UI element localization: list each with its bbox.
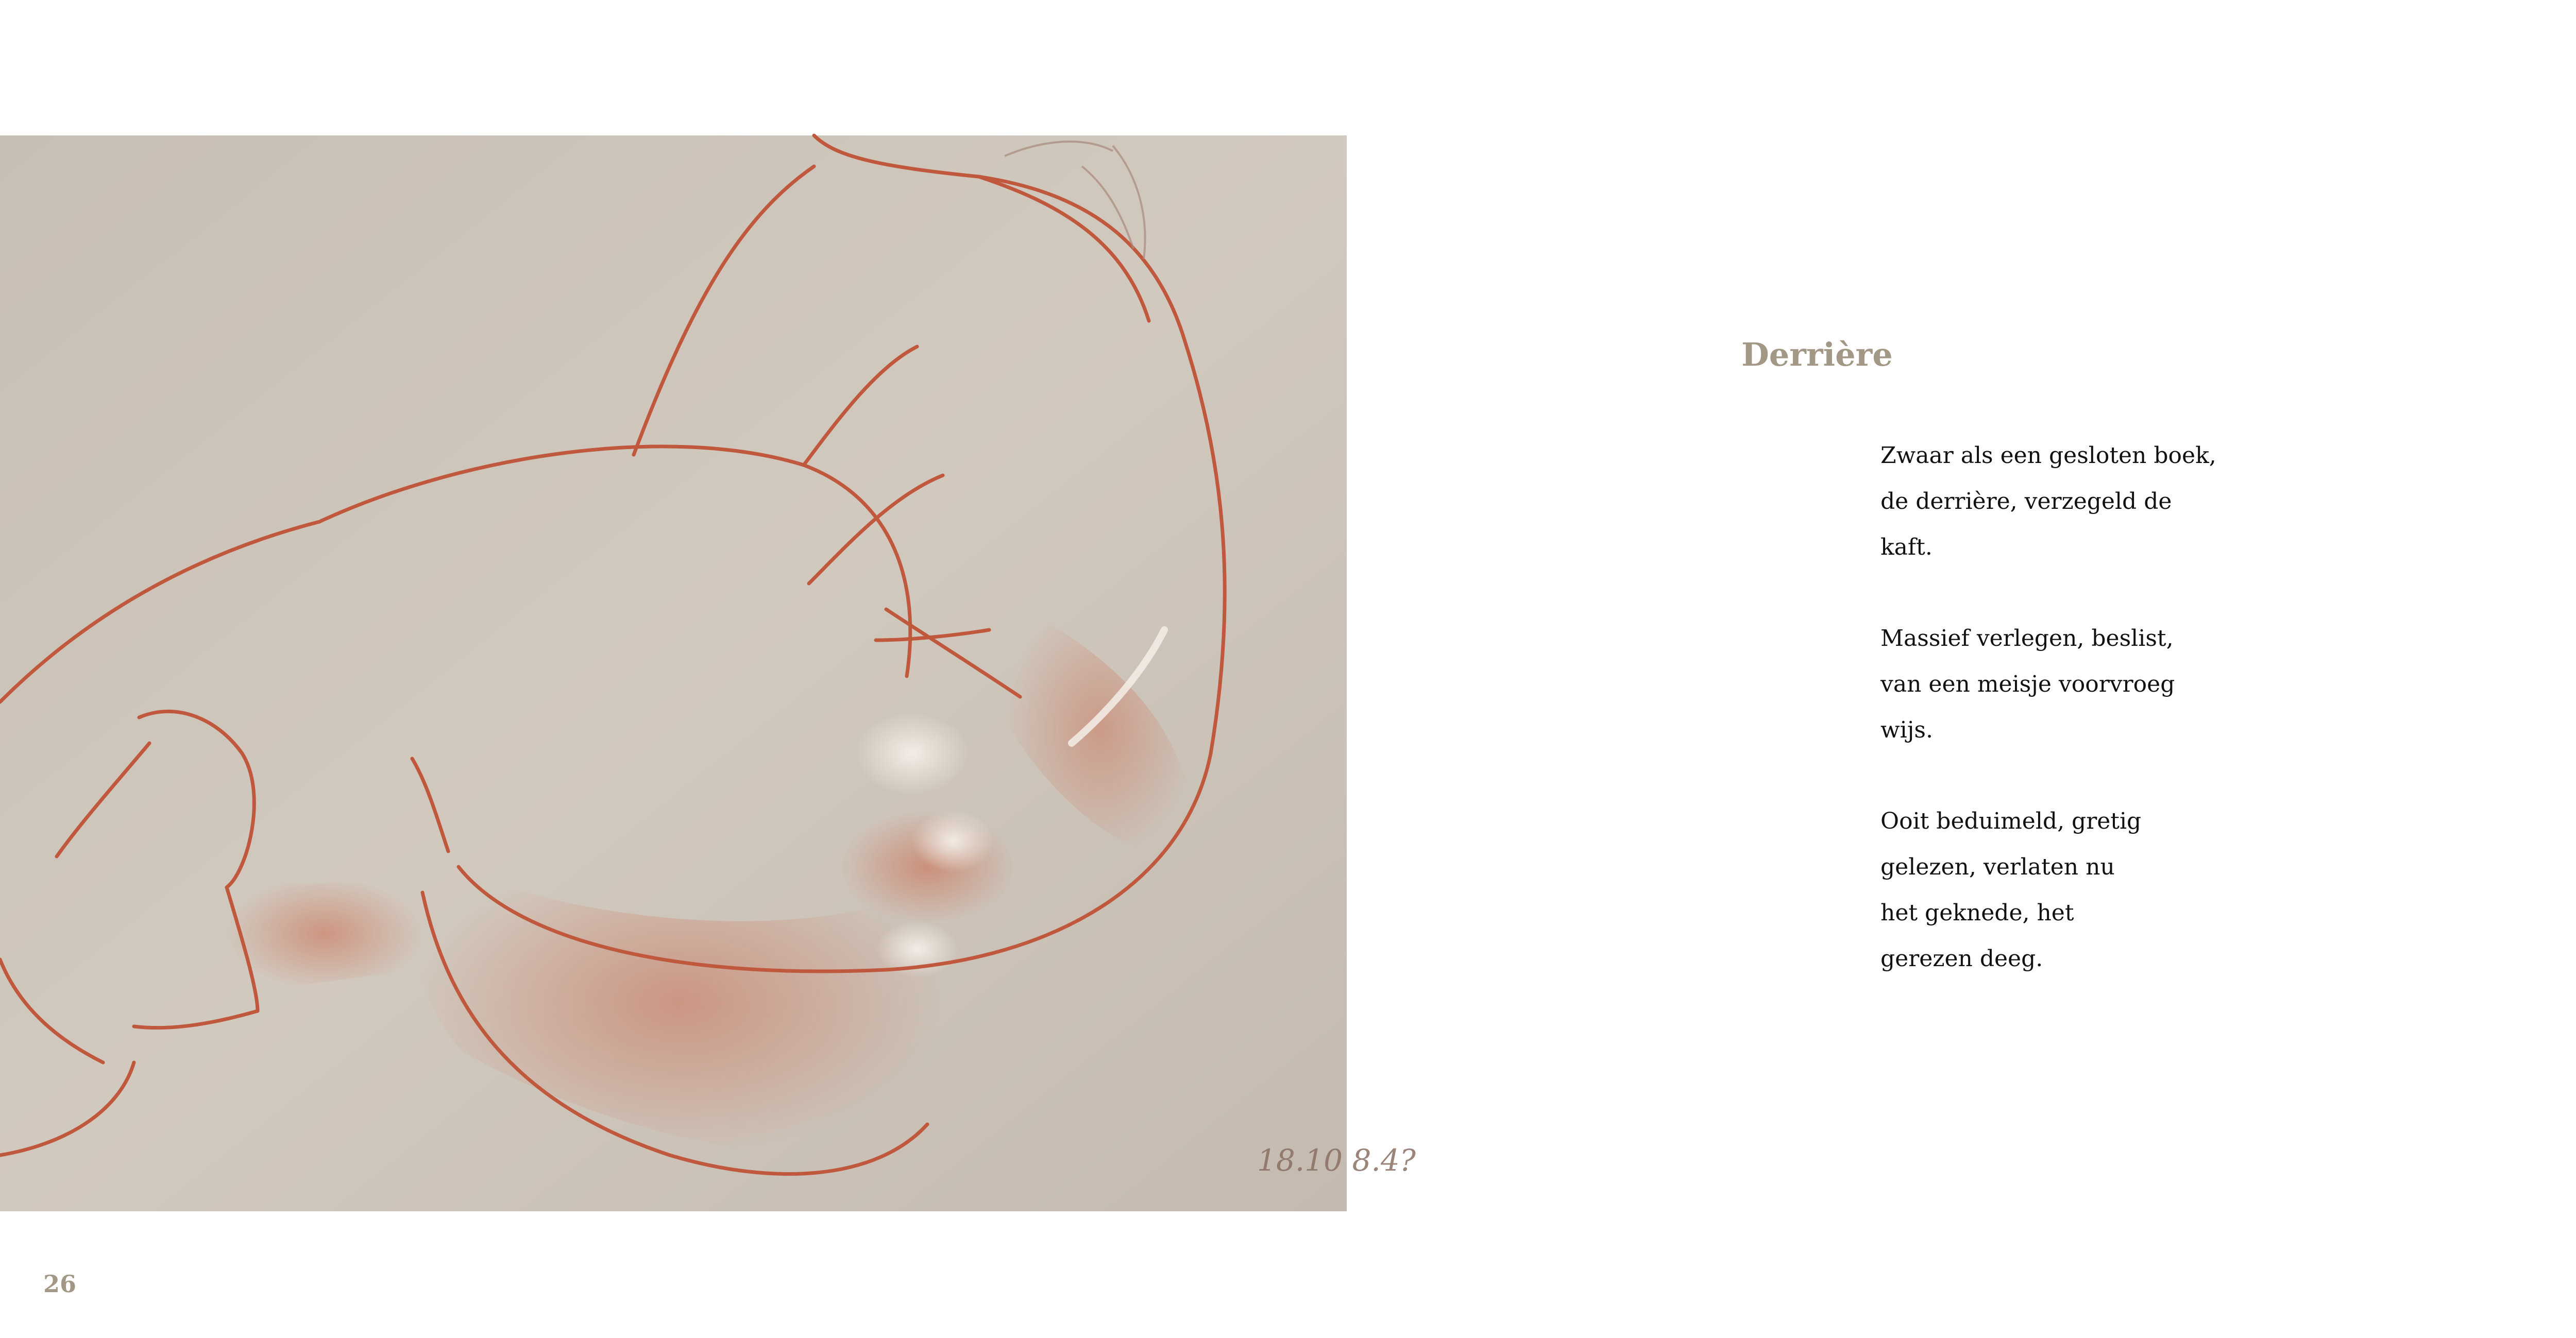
- poem-line: gerezen deeg.: [1880, 946, 2043, 972]
- poem-line: Ooit beduimeld, gretig: [1880, 808, 2142, 834]
- poem-line: Massief verlegen, beslist,: [1880, 625, 2174, 651]
- poem-line: wijs.: [1880, 717, 1933, 743]
- stanza: [1880, 440, 2216, 578]
- poem-line: het geknede, het: [1880, 900, 2074, 926]
- stanza: [1880, 623, 2216, 761]
- poem-line: de derrière, verzegeld de: [1880, 488, 2172, 514]
- stanza: [1880, 806, 2216, 989]
- poem-body: [1880, 440, 2216, 1035]
- poem-line: gelezen, verlaten nu: [1880, 854, 2115, 880]
- poem-title: Derrière: [1741, 336, 1893, 373]
- chalk-sketch-image: [0, 135, 1416, 1211]
- poem-line: van een meisje voorvroeg: [1880, 671, 2175, 697]
- poem-line: Zwaar als een gesloten boek,: [1880, 442, 2216, 469]
- page-number-left: 26: [43, 1270, 77, 1298]
- sketch-signature: 18.10 8.4?: [1257, 1143, 1416, 1178]
- poem-line: kaft.: [1880, 534, 1933, 560]
